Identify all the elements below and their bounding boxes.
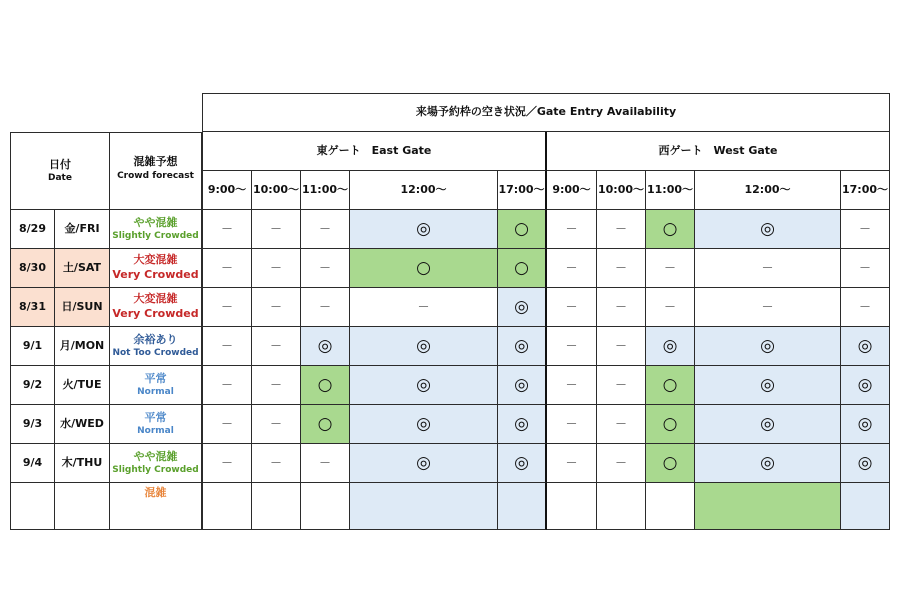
forecast-jp: 平常 bbox=[144, 371, 167, 385]
crowd-forecast bbox=[110, 210, 202, 249]
east-slot-cell[interactable] bbox=[202, 327, 252, 366]
forecast-header-jp: 混雑予想 bbox=[133, 155, 178, 168]
west-slot-cell[interactable] bbox=[841, 210, 890, 249]
east-slot-cell[interactable] bbox=[252, 366, 301, 405]
east-slot-cell[interactable] bbox=[202, 249, 252, 288]
west-slot-cell[interactable] bbox=[695, 366, 841, 405]
row-date bbox=[10, 405, 55, 444]
slot-status: ◎ bbox=[857, 335, 873, 356]
east-slot-cell[interactable] bbox=[301, 366, 350, 405]
forecast-en: Normal bbox=[137, 387, 174, 398]
west-slot-cell[interactable] bbox=[695, 210, 841, 249]
slot-status: － bbox=[614, 299, 627, 314]
west-slot-cell[interactable] bbox=[547, 483, 597, 530]
east-slot-cell[interactable] bbox=[252, 210, 301, 249]
slot-status: － bbox=[858, 221, 871, 236]
slot-status: ◎ bbox=[760, 218, 775, 239]
slot-status: ◎ bbox=[514, 413, 529, 434]
west-slot-cell[interactable] bbox=[547, 210, 597, 249]
east-slot-cell[interactable] bbox=[252, 483, 301, 530]
forecast-en: Not Too Crowded bbox=[112, 348, 199, 359]
slot-status: ◎ bbox=[857, 413, 873, 434]
west-slot-cell[interactable] bbox=[695, 327, 841, 366]
row-date bbox=[10, 444, 55, 483]
east-slot-cell[interactable] bbox=[498, 483, 547, 530]
east-time-header bbox=[498, 171, 547, 210]
slot-status: － bbox=[318, 221, 331, 236]
slot-status: ◎ bbox=[760, 413, 775, 434]
row-day bbox=[55, 327, 110, 366]
west-slot-cell[interactable] bbox=[695, 483, 841, 530]
slot-status: － bbox=[565, 416, 578, 431]
row-date bbox=[10, 210, 55, 249]
slot-status: ◎ bbox=[514, 296, 529, 317]
row-day-text: 土/SAT bbox=[62, 260, 102, 274]
west-slot-cell[interactable] bbox=[841, 288, 890, 327]
west-slot-cell[interactable] bbox=[597, 288, 646, 327]
west-slot-cell[interactable] bbox=[841, 483, 890, 530]
west-time-header bbox=[547, 171, 597, 210]
east-time-label: 10:00～ bbox=[252, 182, 299, 196]
slot-status: ◎ bbox=[317, 335, 333, 356]
forecast-en: Slightly Crowded bbox=[112, 231, 199, 242]
slot-status: ◎ bbox=[416, 335, 431, 356]
slot-status: － bbox=[858, 299, 871, 314]
slot-status: － bbox=[614, 416, 627, 431]
slot-status: － bbox=[220, 338, 233, 353]
west-time-header bbox=[841, 171, 890, 210]
west-gate-label: 西ゲート West Gate bbox=[658, 143, 778, 157]
west-slot-cell[interactable] bbox=[841, 366, 890, 405]
row-day bbox=[55, 210, 110, 249]
east-slot-cell[interactable] bbox=[498, 210, 547, 249]
row-date-text: 9/3 bbox=[22, 416, 43, 430]
east-slot-cell[interactable] bbox=[498, 405, 547, 444]
east-slot-cell[interactable] bbox=[202, 210, 252, 249]
row-day-text: 水/WED bbox=[60, 416, 104, 430]
slot-status: ○ bbox=[416, 257, 431, 278]
row-date bbox=[10, 288, 55, 327]
slot-status: － bbox=[565, 260, 578, 275]
west-slot-cell[interactable] bbox=[547, 288, 597, 327]
slot-status: － bbox=[318, 299, 331, 314]
west-slot-cell[interactable] bbox=[646, 288, 695, 327]
row-day bbox=[55, 366, 110, 405]
east-slot-cell[interactable] bbox=[301, 288, 350, 327]
slot-status: ◎ bbox=[662, 335, 678, 356]
slot-status: － bbox=[663, 260, 676, 275]
west-gate-header bbox=[547, 132, 890, 171]
slot-status: ○ bbox=[662, 413, 678, 434]
row-day-text: 火/TUE bbox=[62, 377, 102, 391]
east-slot-cell[interactable] bbox=[301, 210, 350, 249]
slot-status: － bbox=[318, 455, 331, 470]
west-slot-cell[interactable] bbox=[695, 444, 841, 483]
west-slot-cell[interactable] bbox=[841, 444, 890, 483]
west-slot-cell[interactable] bbox=[547, 327, 597, 366]
west-slot-cell[interactable] bbox=[695, 288, 841, 327]
east-slot-cell[interactable] bbox=[301, 249, 350, 288]
slot-status: － bbox=[220, 260, 233, 275]
west-time-label: 11:00～ bbox=[646, 182, 693, 196]
slot-status: ○ bbox=[317, 413, 333, 434]
row-date bbox=[10, 249, 55, 288]
slot-status: － bbox=[220, 416, 233, 431]
east-time-label: 12:00～ bbox=[400, 182, 447, 196]
west-slot-cell[interactable] bbox=[841, 249, 890, 288]
forecast-jp: やや混雑 bbox=[133, 215, 178, 229]
row-day-text: 月/MON bbox=[59, 338, 105, 352]
east-slot-cell[interactable] bbox=[350, 288, 498, 327]
row-day-text: 日/SUN bbox=[61, 299, 103, 313]
crowd-forecast bbox=[110, 444, 202, 483]
crowd-forecast bbox=[110, 483, 202, 530]
row-date bbox=[10, 327, 55, 366]
east-slot-cell[interactable] bbox=[252, 249, 301, 288]
forecast-jp: 余裕あり bbox=[133, 332, 178, 346]
availability-title bbox=[202, 93, 890, 132]
slot-status: － bbox=[565, 299, 578, 314]
slot-status: ◎ bbox=[416, 452, 431, 473]
slot-status: － bbox=[663, 299, 676, 314]
forecast-jp: 大変混雑 bbox=[133, 292, 178, 306]
forecast-jp: やや混雑 bbox=[133, 449, 178, 463]
east-slot-cell[interactable] bbox=[202, 405, 252, 444]
east-slot-cell[interactable] bbox=[202, 444, 252, 483]
slot-status: － bbox=[220, 299, 233, 314]
availability-title-text: 来場予約枠の空き状況／Gate Entry Availability bbox=[415, 105, 677, 119]
east-gate-label: 東ゲート East Gate bbox=[316, 143, 432, 157]
slot-status: － bbox=[269, 260, 282, 275]
row-date-text: 8/30 bbox=[19, 260, 46, 274]
row-date bbox=[10, 483, 55, 530]
slot-status: － bbox=[614, 377, 627, 392]
east-slot-cell[interactable] bbox=[498, 444, 547, 483]
east-slot-cell[interactable] bbox=[301, 327, 350, 366]
forecast-en: Very Crowded bbox=[112, 268, 199, 281]
slot-status: ◎ bbox=[416, 413, 431, 434]
crowd-forecast bbox=[110, 288, 202, 327]
slot-status: － bbox=[269, 416, 282, 431]
west-slot-cell[interactable] bbox=[646, 405, 695, 444]
east-slot-cell[interactable] bbox=[350, 405, 498, 444]
slot-status: ○ bbox=[662, 374, 678, 395]
date-header bbox=[10, 132, 110, 210]
row-day bbox=[55, 288, 110, 327]
east-slot-cell[interactable] bbox=[350, 366, 498, 405]
slot-status: ○ bbox=[317, 374, 333, 395]
east-slot-cell[interactable] bbox=[202, 366, 252, 405]
west-time-header bbox=[695, 171, 841, 210]
west-slot-cell[interactable] bbox=[597, 249, 646, 288]
east-slot-cell[interactable] bbox=[252, 288, 301, 327]
west-slot-cell[interactable] bbox=[547, 444, 597, 483]
east-slot-cell[interactable] bbox=[202, 483, 252, 530]
east-slot-cell[interactable] bbox=[252, 405, 301, 444]
crowd-forecast bbox=[110, 366, 202, 405]
slot-status: － bbox=[761, 260, 774, 275]
west-time-label: 17:00～ bbox=[841, 182, 888, 196]
slot-status: ◎ bbox=[857, 374, 873, 395]
slot-status: － bbox=[614, 221, 627, 236]
slot-status: － bbox=[269, 377, 282, 392]
east-slot-cell[interactable] bbox=[498, 327, 547, 366]
slot-status: － bbox=[565, 338, 578, 353]
east-slot-cell[interactable] bbox=[498, 249, 547, 288]
forecast-jp: 平常 bbox=[144, 410, 167, 424]
slot-status: － bbox=[614, 260, 627, 275]
slot-status: ◎ bbox=[760, 452, 775, 473]
date-header-en: Date bbox=[48, 173, 72, 184]
slot-status: ◎ bbox=[760, 374, 775, 395]
west-slot-cell[interactable] bbox=[547, 405, 597, 444]
west-time-header bbox=[646, 171, 695, 210]
east-slot-cell[interactable] bbox=[350, 483, 498, 530]
slot-status: ○ bbox=[662, 218, 678, 239]
forecast-en: Normal bbox=[137, 426, 174, 437]
row-date bbox=[10, 366, 55, 405]
east-slot-cell[interactable] bbox=[202, 288, 252, 327]
west-slot-cell[interactable] bbox=[646, 327, 695, 366]
west-slot-cell[interactable] bbox=[547, 249, 597, 288]
forecast-header-en: Crowd forecast bbox=[117, 170, 194, 181]
slot-status: － bbox=[220, 221, 233, 236]
east-time-label: 9:00～ bbox=[207, 182, 247, 196]
slot-status: － bbox=[318, 260, 331, 275]
east-slot-cell[interactable] bbox=[301, 483, 350, 530]
slot-status: － bbox=[269, 299, 282, 314]
west-slot-cell[interactable] bbox=[841, 405, 890, 444]
east-slot-cell[interactable] bbox=[350, 327, 498, 366]
slot-status: － bbox=[614, 455, 627, 470]
forecast-en: Very Crowded bbox=[112, 307, 199, 320]
crowd-forecast bbox=[110, 405, 202, 444]
row-date-text: 8/29 bbox=[19, 221, 46, 235]
west-slot-cell[interactable] bbox=[695, 405, 841, 444]
row-date-text: 9/4 bbox=[22, 455, 43, 469]
slot-status: － bbox=[858, 260, 871, 275]
east-slot-cell[interactable] bbox=[301, 405, 350, 444]
west-slot-cell[interactable] bbox=[646, 249, 695, 288]
slot-status: ◎ bbox=[514, 335, 529, 356]
slot-status: － bbox=[761, 299, 774, 314]
slot-status: ◎ bbox=[514, 374, 529, 395]
slot-status: － bbox=[269, 455, 282, 470]
west-slot-cell[interactable] bbox=[695, 249, 841, 288]
west-slot-cell[interactable] bbox=[597, 444, 646, 483]
forecast-jp: 大変混雑 bbox=[133, 253, 178, 267]
row-day bbox=[55, 444, 110, 483]
west-time-label: 10:00～ bbox=[597, 182, 644, 196]
row-day bbox=[55, 405, 110, 444]
slot-status: － bbox=[220, 455, 233, 470]
slot-status: － bbox=[614, 338, 627, 353]
slot-status: ◎ bbox=[760, 335, 775, 356]
east-time-header bbox=[252, 171, 301, 210]
slot-status: ○ bbox=[662, 452, 678, 473]
slot-status: － bbox=[417, 299, 430, 314]
west-slot-cell[interactable] bbox=[597, 327, 646, 366]
east-slot-cell[interactable] bbox=[350, 249, 498, 288]
row-day bbox=[55, 483, 110, 530]
slot-status: ○ bbox=[514, 218, 529, 239]
east-time-header bbox=[202, 171, 252, 210]
row-date-text: 8/31 bbox=[19, 299, 46, 313]
slot-status: ○ bbox=[514, 257, 529, 278]
east-slot-cell[interactable] bbox=[252, 327, 301, 366]
crowd-forecast bbox=[110, 249, 202, 288]
east-slot-cell[interactable] bbox=[498, 366, 547, 405]
row-day-text: 木/THU bbox=[61, 455, 103, 469]
slot-status: － bbox=[565, 455, 578, 470]
row-date-text: 9/1 bbox=[22, 338, 43, 352]
slot-status: － bbox=[269, 338, 282, 353]
row-day-text: 金/FRI bbox=[64, 221, 100, 235]
date-header-jp: 日付 bbox=[49, 157, 71, 171]
forecast-jp: 混雑 bbox=[144, 486, 167, 499]
west-slot-cell[interactable] bbox=[597, 366, 646, 405]
west-slot-cell[interactable] bbox=[646, 444, 695, 483]
crowd-forecast bbox=[110, 327, 202, 366]
slot-status: ◎ bbox=[416, 218, 431, 239]
row-day bbox=[55, 249, 110, 288]
row-date-text: 9/2 bbox=[22, 377, 43, 391]
west-time-header bbox=[597, 171, 646, 210]
east-gate-header bbox=[202, 132, 547, 171]
east-slot-cell[interactable] bbox=[301, 444, 350, 483]
slot-status: ◎ bbox=[857, 452, 873, 473]
west-slot-cell[interactable] bbox=[646, 210, 695, 249]
east-slot-cell[interactable] bbox=[350, 210, 498, 249]
slot-status: － bbox=[565, 377, 578, 392]
west-slot-cell[interactable] bbox=[646, 366, 695, 405]
slot-status: ◎ bbox=[416, 374, 431, 395]
slot-status: ◎ bbox=[514, 452, 529, 473]
west-slot-cell[interactable] bbox=[841, 327, 890, 366]
east-time-label: 17:00～ bbox=[498, 182, 545, 196]
west-slot-cell[interactable] bbox=[597, 210, 646, 249]
west-time-label: 12:00～ bbox=[744, 182, 791, 196]
west-slot-cell[interactable] bbox=[646, 483, 695, 530]
east-time-header bbox=[350, 171, 498, 210]
forecast-header bbox=[110, 132, 202, 210]
east-time-label: 11:00～ bbox=[301, 182, 348, 196]
east-slot-cell[interactable] bbox=[498, 288, 547, 327]
forecast-en: Slightly Crowded bbox=[112, 465, 199, 476]
west-slot-cell[interactable] bbox=[597, 405, 646, 444]
west-slot-cell[interactable] bbox=[547, 366, 597, 405]
slot-status: － bbox=[220, 377, 233, 392]
west-slot-cell[interactable] bbox=[597, 483, 646, 530]
west-time-label: 9:00～ bbox=[552, 182, 591, 196]
east-time-header bbox=[301, 171, 350, 210]
slot-status: － bbox=[269, 221, 282, 236]
east-slot-cell[interactable] bbox=[350, 444, 498, 483]
slot-status: － bbox=[565, 221, 578, 236]
east-slot-cell[interactable] bbox=[252, 444, 301, 483]
